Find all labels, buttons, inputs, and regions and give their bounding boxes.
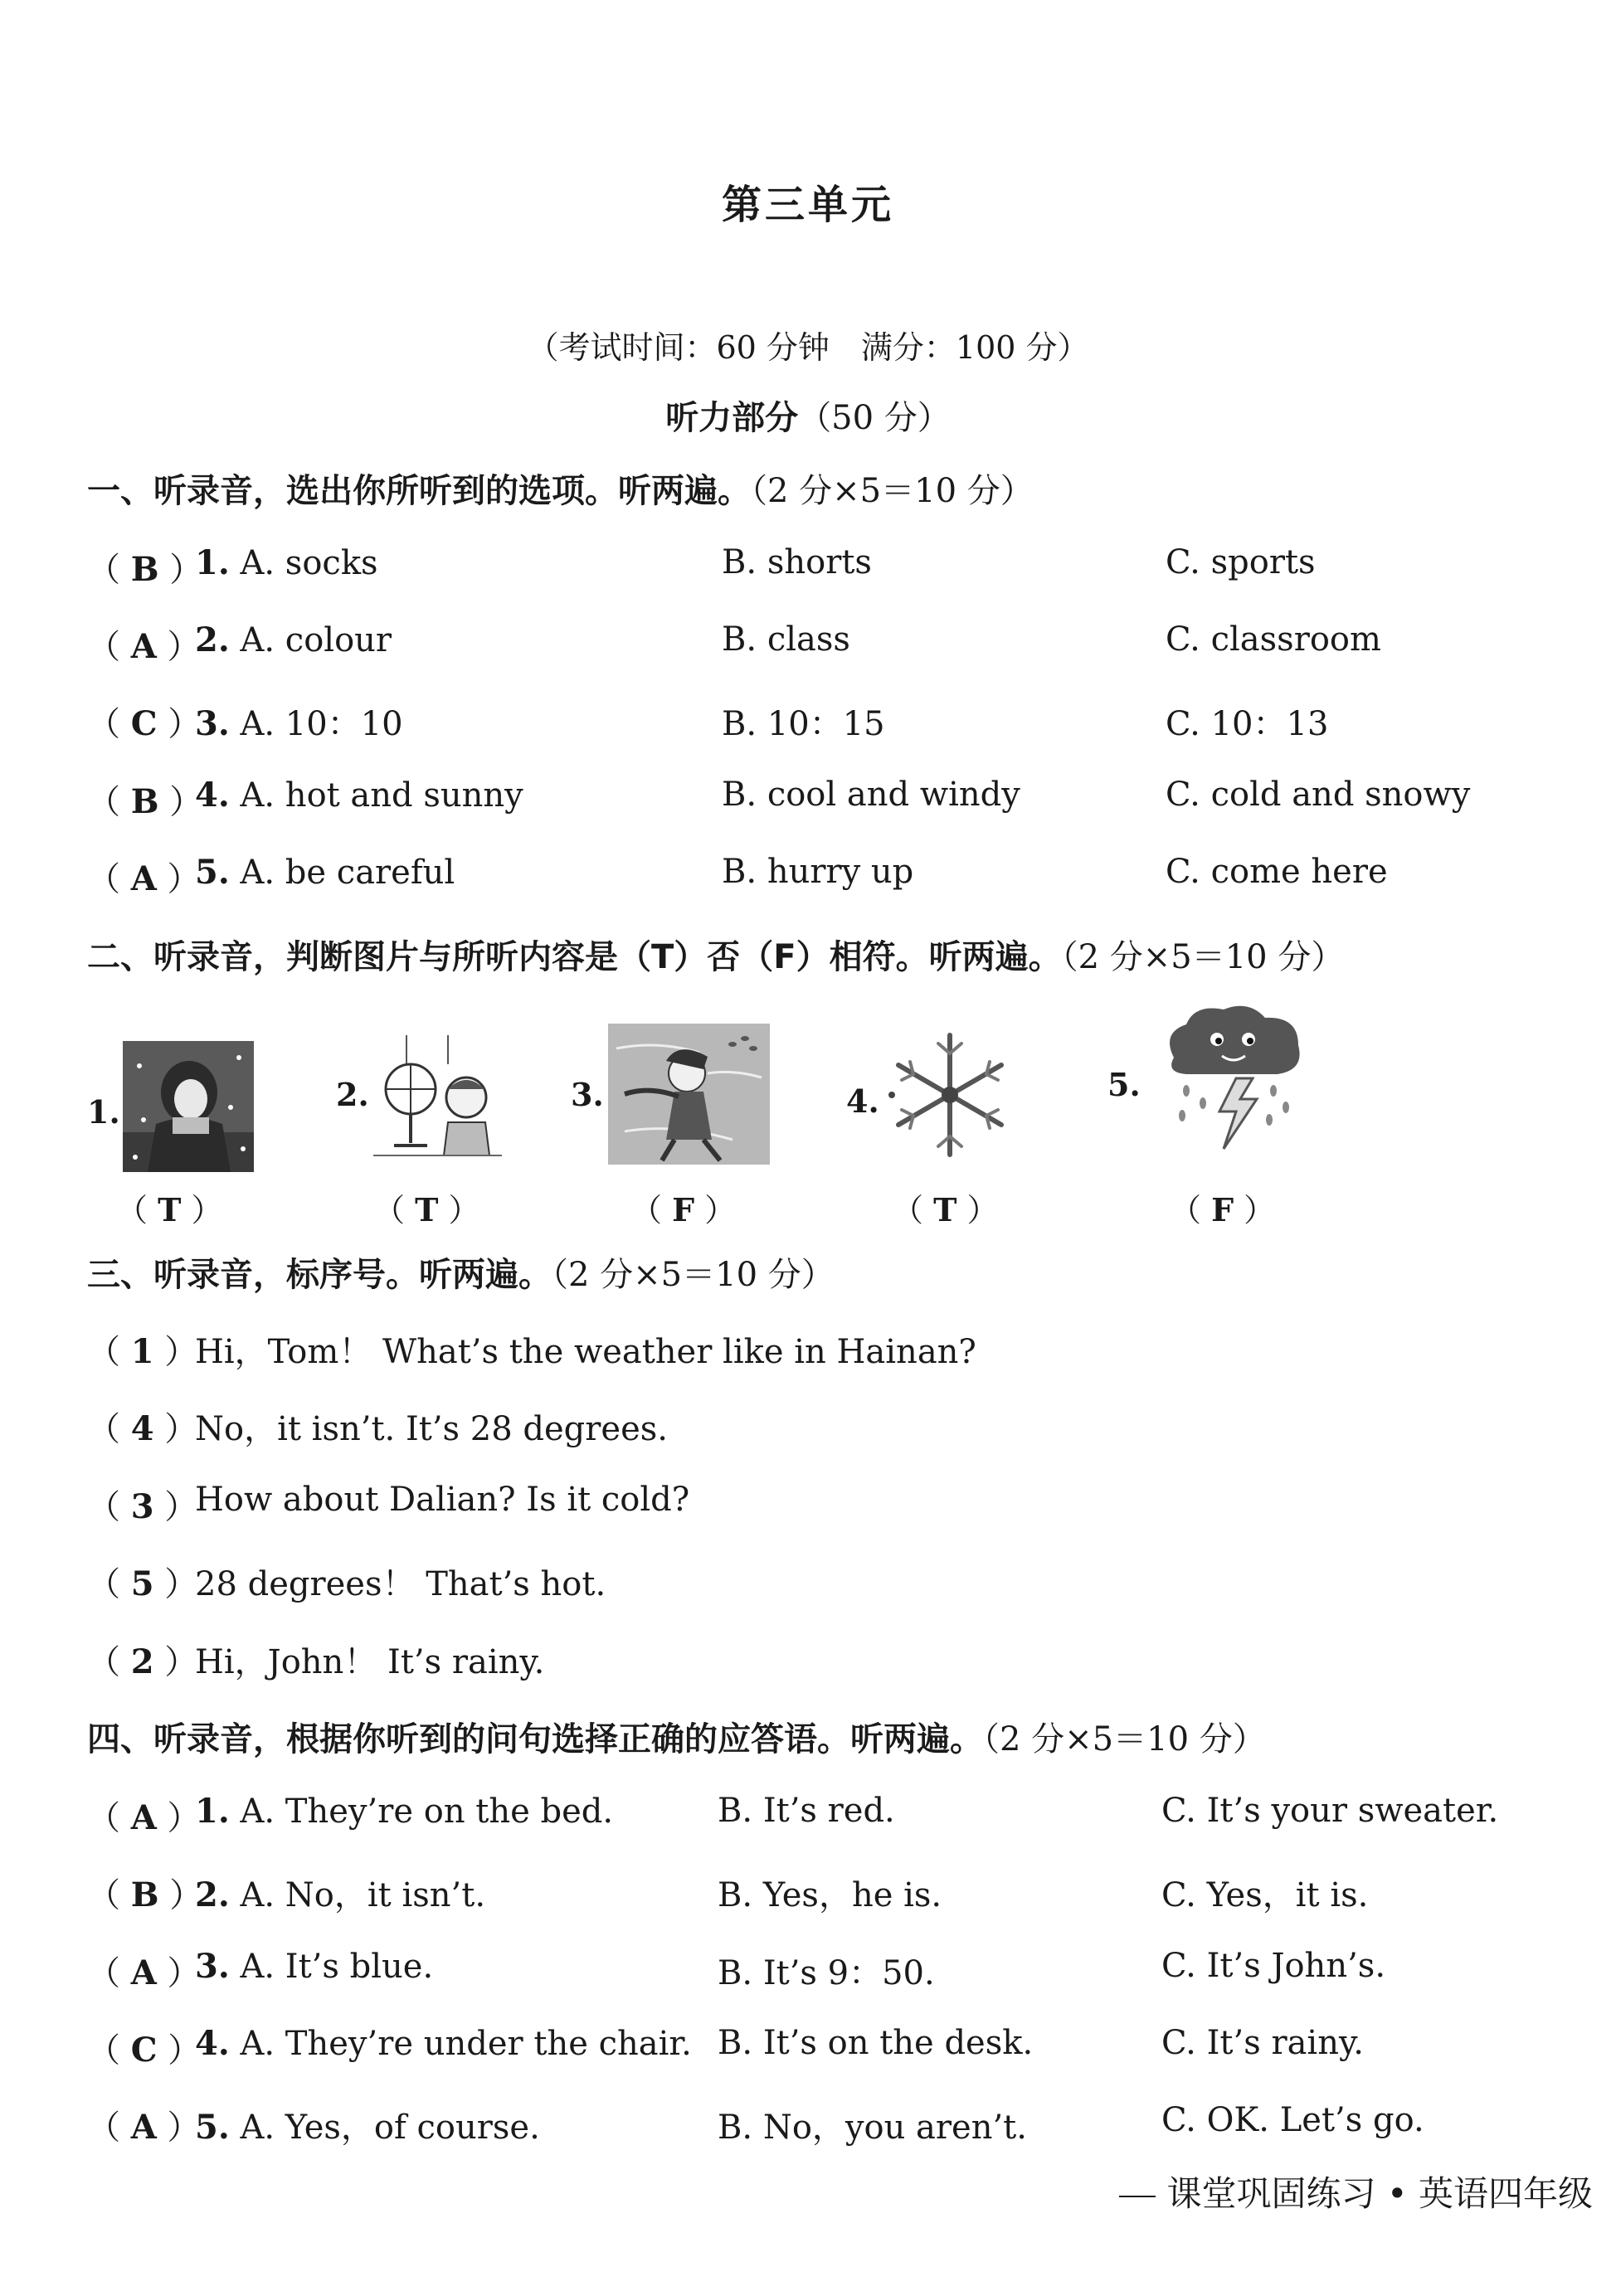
option-b: B. class bbox=[722, 620, 850, 659]
picture-answer: （ T ） bbox=[892, 1191, 999, 1228]
dialogue-line: How about Dalian? Is it cold? bbox=[195, 1481, 690, 1519]
option-c: C. sports bbox=[1166, 543, 1316, 581]
dialogue-line: Hi，Tom！ What’s the weather like in Hainan? bbox=[195, 1333, 976, 1371]
option-b: B. It’s on the desk. bbox=[718, 2024, 1034, 2062]
picture-number: 1. bbox=[87, 1093, 120, 1131]
answer-blank: （ C ） bbox=[87, 2031, 202, 2070]
answer-blank: （ A ） bbox=[87, 1798, 201, 1837]
dialogue-line: Hi，John！ It’s rainy. bbox=[195, 1643, 545, 1681]
section-3-heading bbox=[87, 1248, 835, 1296]
option-a: 3. A. It’s blue. bbox=[195, 1947, 434, 1986]
answer-blank: （ B ） bbox=[87, 550, 203, 589]
section-1-heading bbox=[87, 465, 1034, 512]
footer-rule bbox=[1119, 2196, 1156, 2197]
option-a: 2. A. No，it isn’t. bbox=[195, 1875, 486, 1914]
option-a: 5. A. Yes，of course. bbox=[195, 2108, 540, 2147]
listening-part-heading bbox=[0, 392, 1616, 439]
option-a: 3. A. 10：10 bbox=[195, 704, 403, 743]
option-b: B. It’s red. bbox=[718, 1792, 895, 1830]
option-a: 1. A. socks bbox=[195, 543, 378, 582]
picture-answer: （ F ） bbox=[630, 1191, 737, 1228]
picture-answer: （ T ） bbox=[373, 1191, 480, 1228]
answer-blank: （ A ） bbox=[87, 627, 201, 666]
footer-text: 课堂巩固练习 • 英语四年级 bbox=[1166, 2173, 1593, 2214]
option-a: 1. A. They’re on the bed. bbox=[195, 1792, 614, 1831]
option-c: C. It’s your sweater. bbox=[1161, 1792, 1499, 1830]
picture-number: 4. bbox=[846, 1082, 879, 1120]
answer-blank: （ 1 ） bbox=[87, 1332, 198, 1371]
answer-blank: （ 5 ） bbox=[87, 1564, 198, 1603]
section-score: （2 分×5＝10 分） bbox=[552, 1256, 835, 1294]
section-heading-text: 二、听录音，判断图片与所听内容是（T）否（F）相符。听两遍。 bbox=[87, 938, 1062, 976]
section-4-heading bbox=[87, 1713, 1266, 1760]
picture-number: 2. bbox=[336, 1076, 369, 1113]
option-b: B. It’s 9：50. bbox=[718, 1954, 935, 1992]
picture-number: 5. bbox=[1107, 1066, 1141, 1103]
option-c: C. It’s rainy. bbox=[1161, 2024, 1364, 2062]
section-heading-text: 一、听录音，选出你所听到的选项。听两遍。 bbox=[87, 472, 751, 510]
snowflake-icon bbox=[883, 1029, 1016, 1161]
option-b: B. No，you aren’t. bbox=[718, 2109, 1027, 2147]
answer-blank: （ 2 ） bbox=[87, 1642, 198, 1681]
option-c: C. It’s John’s. bbox=[1161, 1947, 1386, 1985]
section-score: （2 分×5＝10 分） bbox=[1061, 938, 1345, 976]
option-c: C. cold and snowy bbox=[1166, 776, 1471, 814]
answer-blank: （ B ） bbox=[87, 782, 203, 821]
answer-blank: （ 3 ） bbox=[87, 1487, 198, 1526]
windy-boy-icon bbox=[608, 1024, 770, 1165]
answer-blank: （ 4 ） bbox=[87, 1409, 198, 1448]
answer-blank: （ C ） bbox=[87, 704, 202, 743]
option-c: C. come here bbox=[1166, 853, 1388, 891]
section-heading-text: 四、听录音，根据你听到的问句选择正确的应答语。听两遍。 bbox=[87, 1720, 983, 1758]
picture-answer: （ T ） bbox=[116, 1191, 223, 1228]
answer-blank: （ A ） bbox=[87, 2108, 201, 2147]
option-c: C. classroom bbox=[1166, 620, 1381, 659]
dialogue-line: 28 degrees！ That’s hot. bbox=[195, 1565, 606, 1603]
picture-number: 3. bbox=[571, 1076, 604, 1113]
option-a: 4. A. They’re under the chair. bbox=[195, 2024, 692, 2063]
answer-blank: （ A ） bbox=[87, 1953, 201, 1992]
option-a: 5. A. be careful bbox=[195, 853, 455, 892]
option-b: B. hurry up bbox=[722, 853, 914, 891]
page-title: 第三单元 bbox=[721, 182, 894, 228]
answer-blank: （ A ） bbox=[87, 859, 201, 898]
picture-answer: （ F ） bbox=[1170, 1191, 1276, 1228]
page-footer bbox=[1119, 2167, 1593, 2216]
option-b: B. shorts bbox=[722, 543, 872, 581]
part-points: （50 分） bbox=[798, 399, 951, 437]
option-b: B. cool and windy bbox=[722, 776, 1020, 814]
part-label: 听力部分 bbox=[665, 399, 799, 437]
fan-boy-icon bbox=[373, 1031, 502, 1160]
exam-info: （考试时间：60 分钟 满分：100 分） bbox=[527, 329, 1089, 366]
option-a: 2. A. colour bbox=[195, 620, 392, 659]
option-b: B. Yes，he is. bbox=[718, 1876, 942, 1914]
storm-cloud-icon bbox=[1157, 1000, 1307, 1153]
section-heading-text: 三、听录音，标序号。听两遍。 bbox=[87, 1256, 552, 1294]
cold-girl-icon bbox=[123, 1041, 254, 1172]
section-score: （2 分×5＝10 分） bbox=[983, 1720, 1266, 1758]
answer-blank: （ B ） bbox=[87, 1875, 203, 1914]
option-b: B. 10：15 bbox=[722, 705, 885, 743]
dialogue-line: No，it isn’t. It’s 28 degrees. bbox=[195, 1410, 668, 1448]
section-score: （2 分×5＝10 分） bbox=[751, 472, 1034, 510]
option-a: 4. A. hot and sunny bbox=[195, 776, 523, 815]
option-c: C. OK. Let’s go. bbox=[1161, 2101, 1424, 2139]
option-c: C. Yes，it is. bbox=[1161, 1876, 1369, 1914]
section-2-heading bbox=[87, 931, 1344, 978]
option-c: C. 10：13 bbox=[1166, 705, 1329, 743]
